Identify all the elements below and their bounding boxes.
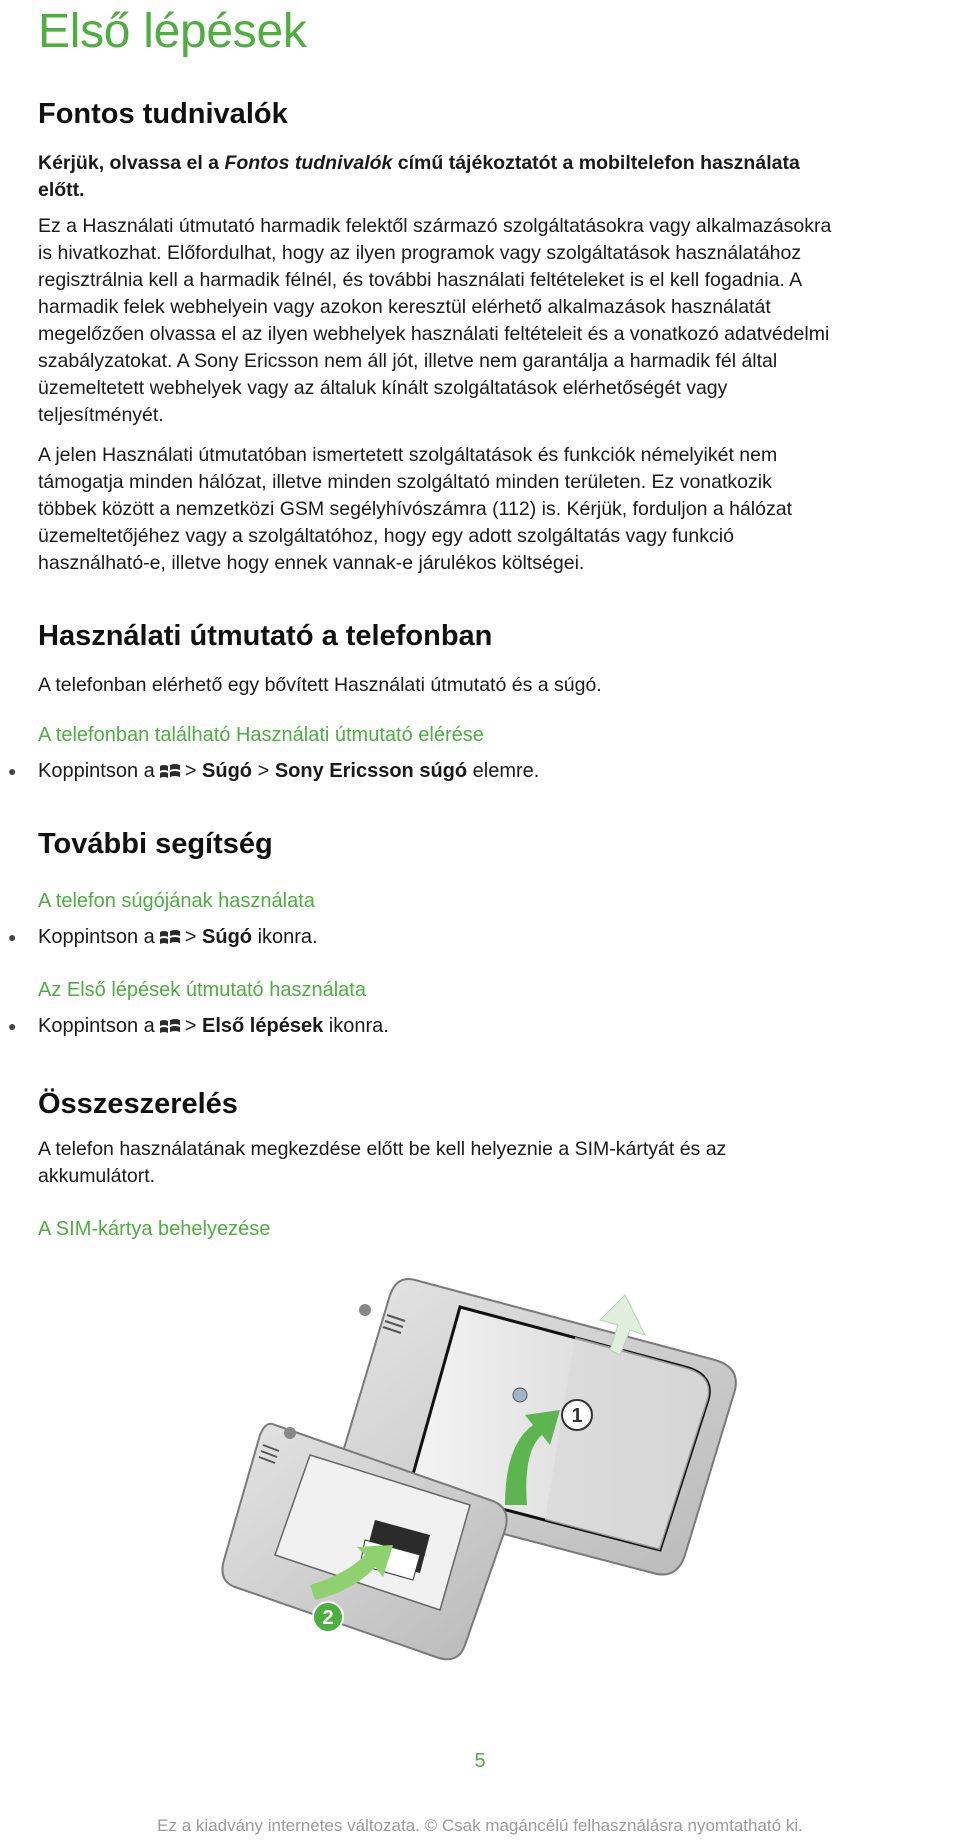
section-heading-osszeszereles: Összeszerelés xyxy=(38,1088,238,1120)
callout-1-label: 1 xyxy=(571,1405,583,1427)
paragraph-line: harmadik felek webhelyein vagy azokon keresztül elérhető alkalmazások használatát xyxy=(38,296,771,318)
paragraph-line: Ez a Használati útmutató harmadik felektől származó szolgáltatásokra vagy alkalmazásokra xyxy=(38,215,832,237)
paragraph-line: A telefon használatának megkezdése előtt be kell helyeznie a SIM-kártyát és az xyxy=(38,1138,727,1160)
subheading-getting-started: Az Első lépések útmutató használata xyxy=(38,979,366,1001)
menu-item-sugo: Súgó xyxy=(202,926,253,948)
step-separator: > xyxy=(257,760,270,782)
step-separator: > xyxy=(184,1015,197,1037)
notice-italic-title: Fontos tudnivalók xyxy=(224,152,393,174)
paragraph-third-party xyxy=(38,213,928,429)
page-title: Első lépések xyxy=(38,5,307,58)
notice-text: Kérjük, olvassa el a xyxy=(38,152,225,174)
windows-logo-icon xyxy=(159,762,181,782)
paragraph-line: támogatja minden hálózat, illetve minden szolgáltató minden területen. Ez vonatkozik xyxy=(38,471,772,493)
subheading-utmutato-access: A telefonban található Használati útmutató elérése xyxy=(38,724,484,746)
step-text: ikonra. xyxy=(328,1015,389,1037)
instruction-step xyxy=(8,1013,389,1040)
step-text: elemre. xyxy=(472,760,540,782)
menu-item-sony-ericsson-sugo: Sony Ericsson súgó xyxy=(274,760,468,782)
paragraph-network-services xyxy=(38,442,928,577)
subheading-help-usage: A telefon súgójának használata xyxy=(38,890,315,912)
paragraph-line: használható-e, illetve hogy ennek vannak-e járulékos költségei. xyxy=(38,552,585,574)
important-notice xyxy=(38,150,928,204)
sim-insertion-illustration xyxy=(215,1255,755,1675)
step-text: Koppintson a xyxy=(38,1015,155,1037)
windows-logo-icon xyxy=(159,928,181,948)
step-separator: > xyxy=(184,926,197,948)
paragraph-line: megelőzően olvassa el az ilyen webhelyek használati feltételeit és a vonatkozó adatvédelmi xyxy=(38,323,830,345)
step-text: Koppintson a xyxy=(38,926,155,948)
utmutato-text: A telefonban elérhető egy bővített Használati útmutató és a súgó. xyxy=(38,674,602,696)
notice-text: című tájékoztatót a mobiltelefon használata xyxy=(392,152,800,174)
section-heading-utmutato: Használati útmutató a telefonban xyxy=(38,620,493,652)
instruction-step xyxy=(8,758,539,785)
bullet-dot-icon: ● xyxy=(8,1018,17,1034)
callout-2-label: 2 xyxy=(322,1607,334,1629)
instruction-step xyxy=(8,924,318,951)
paragraph-line: A jelen Használati útmutatóban ismertetett szolgáltatások és funkciók némelyikét nem xyxy=(38,444,778,466)
step-separator: > xyxy=(184,760,197,782)
paragraph-line: akkumulátort. xyxy=(38,1165,156,1187)
notice-text: előtt. xyxy=(38,179,85,201)
paragraph-line: is hivatkozhat. Előfordulhat, hogy az ilyen programok vagy szolgáltatások használatához xyxy=(38,242,802,264)
paragraph-line: üzemeltetett webhelyek vagy az általuk kínált szolgáltatások elérhetőségét vagy xyxy=(38,377,728,399)
footer-note: Ez a kiadvány internetes változata. © Csak magáncélú felhasználásra nyomtatható ki. xyxy=(157,1816,803,1835)
bullet-dot-icon: ● xyxy=(8,763,17,779)
paragraph-line: teljesítményét. xyxy=(38,404,164,426)
page-number: 5 xyxy=(474,1750,486,1772)
menu-item-elso-lepesek: Első lépések xyxy=(202,1015,324,1037)
paragraph-line: üzemeltetőjéhez vagy a szolgáltatóhoz, hogy egy adott szolgáltatás vagy funkció xyxy=(38,525,734,547)
step-text: ikonra. xyxy=(257,926,318,948)
paragraph-line: regisztrálnia kell a harmadik félnél, és további használati feltételeket is el kell fogadnia. A xyxy=(38,269,803,291)
assembly-text xyxy=(38,1136,928,1190)
step-text: Koppintson a xyxy=(38,760,155,782)
paragraph-line: többek között a nemzetközi GSM segélyhívószámra (112) is. Kérjük, forduljon a hálózat xyxy=(38,498,792,520)
paragraph-line: szabályzatokat. A Sony Ericsson nem áll jót, illetve nem garantálja a harmadik fél által xyxy=(38,350,778,372)
bullet-dot-icon: ● xyxy=(8,929,17,945)
section-heading-fontos: Fontos tudnivalók xyxy=(38,98,288,130)
menu-item-sugo: Súgó xyxy=(202,760,253,782)
section-heading-segitseg: További segítség xyxy=(38,828,273,860)
subheading-sim-insert: A SIM-kártya behelyezése xyxy=(38,1218,271,1240)
windows-logo-icon xyxy=(159,1017,181,1037)
